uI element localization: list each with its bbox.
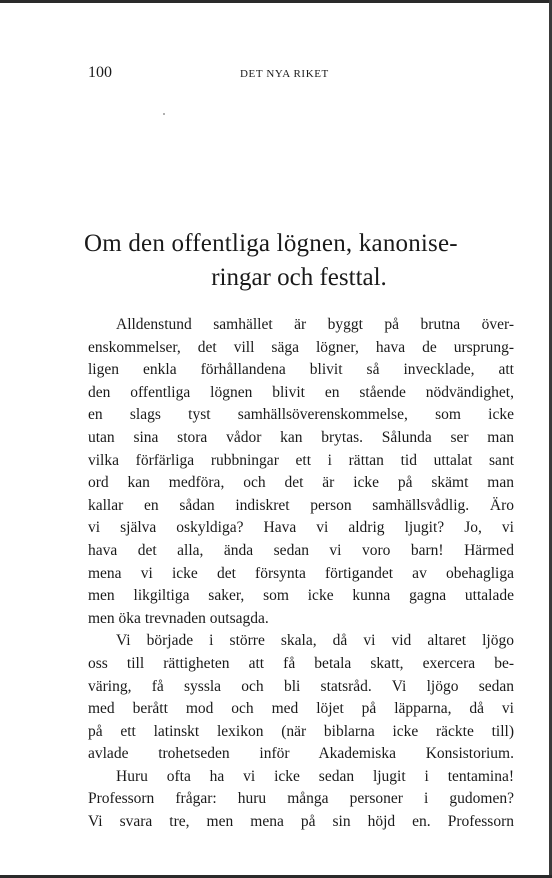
text-line: ligen enkla förhållandena blivit så invecklade, att [88, 361, 514, 379]
text-line: vilka förfärliga rubbningar ett i rättan tid uttalat sant [88, 451, 514, 469]
text-line: en slags tyst samhällsöverenskommelse, som icke [88, 406, 514, 424]
body-text [88, 314, 514, 834]
chapter-title [84, 227, 514, 295]
text-line: väring, få syssla och bli statsråd. Vi ljögo sedan [88, 677, 514, 695]
text-line: avlade trohetseden inför Akademiska Konsistorium. [88, 745, 514, 763]
text-line: på ett latinskt lexikon (när biblarna icke räckte till) [88, 722, 514, 740]
text-line: men öka trevnaden outsagda. [88, 609, 269, 627]
text-line: med berått mod och med löjet på läpparna, då vi [88, 700, 514, 718]
text-line: oss till rättigheten att få betala skatt, exercera be- [88, 654, 514, 672]
text-line: vi själva oskyldiga? Hava vi aldrig ljugit? Jo, vi [88, 519, 514, 537]
page-number: 100 [88, 64, 112, 81]
text-line: den offentliga lögnen blivit en stående nödvändighet, [88, 383, 514, 401]
text-line: Professorn frågar: huru många personer i gudomen? [88, 790, 514, 808]
text-line: Alldenstund samhället är byggt på brutna över- [116, 316, 514, 333]
text-line: ord kan medföra, och det är icke på skämt man [88, 474, 514, 492]
running-head: DET NYA RIKET [240, 68, 329, 80]
text-line: Vi svara tre, men mena på sin höjd en. Professorn [88, 813, 514, 831]
chapter-title-line-1: Om den offentliga lögnen, kanonise- [84, 230, 458, 257]
text-line: Vi började i större skala, då vi vid altaret ljögo [116, 632, 514, 650]
text-line: mena vi icke det försynta förtigandet av obehagliga [88, 564, 514, 582]
page-header [88, 64, 508, 86]
text-line: enskommelser, det vill säga lögner, hava de ursprung- [88, 338, 514, 356]
chapter-title-line-2: ringar och festtal. [211, 264, 387, 291]
text-line: utan sina stora vådor kan brytas. Sålunda ser man [88, 428, 514, 446]
text-line: hava det alla, ända sedan vi voro barn! Härmed [88, 541, 514, 559]
page-top-edge [0, 0, 552, 3]
text-line: Huru ofta ha vi icke sedan ljugit i tentamina! [116, 767, 514, 785]
print-speck [163, 113, 165, 115]
text-line: men likgiltiga saker, som icke kunna gagna uttalade [88, 587, 514, 605]
text-line: kallar en sådan indiskret person samhällsvådlig. Äro [88, 496, 514, 514]
